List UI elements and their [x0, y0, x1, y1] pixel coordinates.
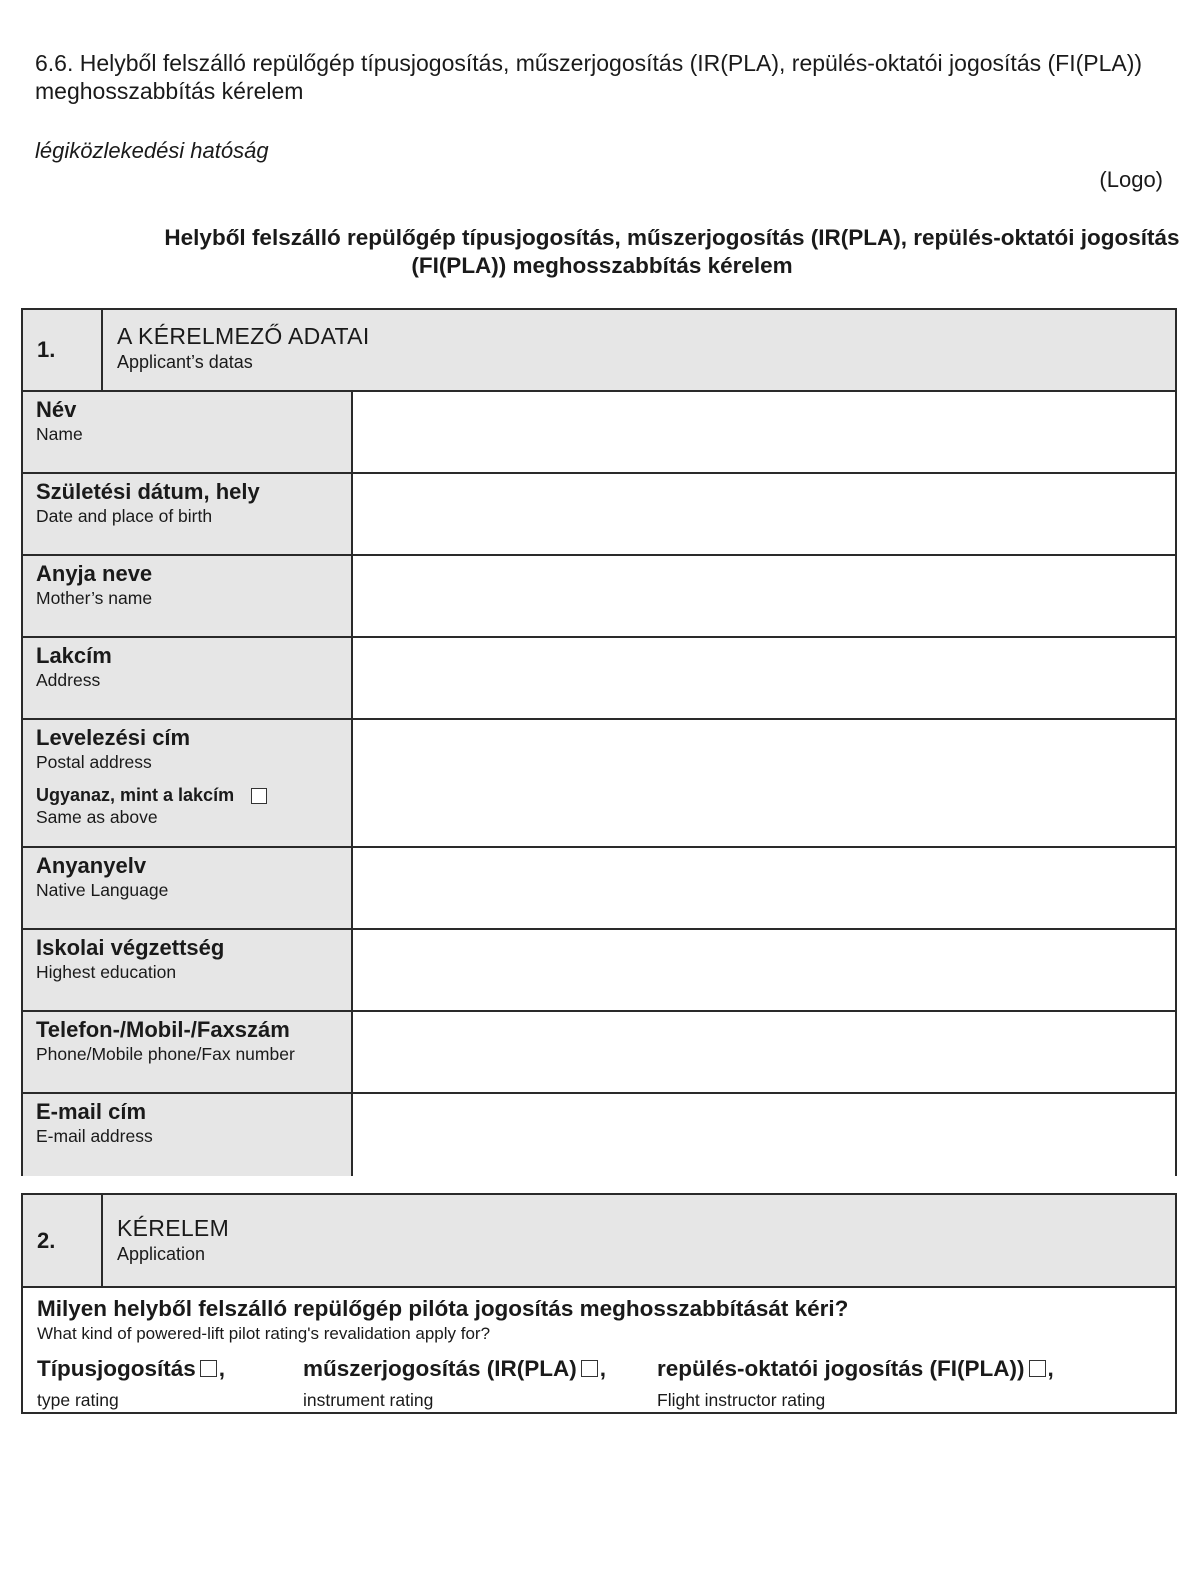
document-heading: 6.6. Helyből felszálló repülőgép típusjogosítás, műszerjogosítás (IR(PLA), repülés-oktatói jogosítás (FI(PLA)) meghosszabbítás kérelem — [35, 50, 1143, 104]
education-field[interactable] — [353, 930, 1175, 1010]
address-row — [23, 638, 1175, 720]
label-en: Highest education — [36, 962, 177, 982]
same-as-address-label: Ugyanaz, mint a lakcím — [36, 785, 235, 805]
address-field[interactable] — [353, 638, 1175, 718]
label-en: Address — [36, 670, 101, 690]
label-hu: Iskolai végzettség — [36, 935, 225, 960]
instructor-rating-checkbox[interactable] — [1029, 1360, 1046, 1377]
section-header — [23, 1195, 1175, 1288]
birth-row — [23, 474, 1175, 556]
instrument-rating-checkbox[interactable] — [581, 1360, 598, 1377]
type-rating-label-en: type rating — [37, 1390, 119, 1410]
label-en: Native Language — [36, 880, 169, 900]
field-label — [23, 1094, 353, 1176]
application-section — [21, 1193, 1177, 1414]
separator: , — [1047, 1356, 1054, 1381]
form-title-line-1: Helyből felszálló repülőgép típusjogosítás, műszerjogosítás (IR(PLA), repülés-oktatói jogosítás — [164, 225, 1180, 250]
name-row — [23, 392, 1175, 474]
birth-date-place-field[interactable] — [353, 474, 1175, 554]
applicant-section — [21, 308, 1177, 1176]
section-title — [103, 310, 370, 390]
mother-name-field[interactable] — [353, 556, 1175, 636]
type-rating-checkbox[interactable] — [200, 1360, 217, 1377]
question-hu: Milyen helyből felszálló repülőgép pilóta jogosítás meghosszabbítását kéri? — [37, 1296, 849, 1321]
field-label — [23, 720, 353, 846]
instructor-rating-label-hu: repülés-oktatói jogosítás (FI(PLA)) — [657, 1356, 1025, 1381]
label-en: E-mail address — [36, 1126, 153, 1146]
type-rating-label-hu: Típusjogosítás — [37, 1356, 196, 1381]
instructor-rating-label-en: Flight instructor rating — [657, 1390, 826, 1410]
label-en: Postal address — [36, 752, 152, 772]
field-label — [23, 930, 353, 1010]
instrument-rating-option — [303, 1356, 606, 1411]
phone-field[interactable] — [353, 1012, 1175, 1092]
rating-question — [23, 1288, 1175, 1344]
field-label — [23, 1012, 353, 1092]
field-label — [23, 474, 353, 554]
section-title-hu: KÉRELEM — [117, 1215, 230, 1241]
name-field[interactable] — [353, 392, 1175, 472]
email-row — [23, 1094, 1175, 1176]
type-rating-option — [37, 1356, 225, 1411]
label-hu: Levelezési cím — [36, 725, 191, 750]
native-language-field[interactable] — [353, 848, 1175, 928]
instructor-rating-option — [657, 1356, 1054, 1411]
same-as-address-checkbox[interactable] — [251, 788, 267, 804]
label-hu: Születési dátum, hely — [36, 479, 260, 504]
instrument-rating-label-hu: műszerjogosítás (IR(PLA) — [303, 1356, 577, 1381]
form-title — [0, 224, 1204, 280]
section-number: 1. — [23, 310, 103, 390]
section-title — [103, 1195, 229, 1286]
label-en: Phone/Mobile phone/Fax number — [36, 1044, 295, 1064]
logo-placeholder: (Logo) — [1099, 167, 1163, 192]
label-hu: Anyja neve — [36, 561, 153, 586]
form-title-line-2: (FI(PLA)) meghosszabbítás kérelem — [411, 253, 793, 278]
native-language-row — [23, 848, 1175, 930]
authority-name: légiközlekedési hatóság — [35, 138, 269, 163]
label-hu: Telefon-/Mobil-/Faxszám — [36, 1017, 290, 1042]
rating-options — [23, 1344, 1175, 1414]
label-hu: E-mail cím — [36, 1099, 147, 1124]
field-label — [23, 638, 353, 718]
label-en: Mother’s name — [36, 588, 153, 608]
field-label — [23, 392, 353, 472]
section-title-hu: A KÉRELMEZŐ ADATAI — [117, 323, 370, 349]
postal-address-field[interactable] — [353, 720, 1175, 846]
same-as-address-option — [36, 785, 351, 806]
separator: , — [218, 1356, 226, 1381]
same-as-above-label: Same as above — [36, 807, 158, 827]
phone-row — [23, 1012, 1175, 1094]
label-hu: Név — [36, 397, 77, 422]
email-field[interactable] — [353, 1094, 1175, 1176]
education-row — [23, 930, 1175, 1012]
section-title-en: Applicant’s datas — [117, 352, 253, 372]
label-en: Name — [36, 424, 83, 444]
section-header — [23, 310, 1175, 392]
postal-address-row — [23, 720, 1175, 848]
field-label — [23, 556, 353, 636]
label-hu: Anyanyelv — [36, 853, 147, 878]
field-label — [23, 848, 353, 928]
separator: , — [599, 1356, 607, 1381]
label-hu: Lakcím — [36, 643, 112, 668]
label-en: Date and place of birth — [36, 506, 213, 526]
mother-name-row — [23, 556, 1175, 638]
section-title-en: Application — [117, 1244, 206, 1264]
instrument-rating-label-en: instrument rating — [303, 1390, 434, 1410]
question-en: What kind of powered-lift pilot rating's revalidation apply for? — [37, 1324, 491, 1343]
section-number: 2. — [23, 1195, 103, 1286]
